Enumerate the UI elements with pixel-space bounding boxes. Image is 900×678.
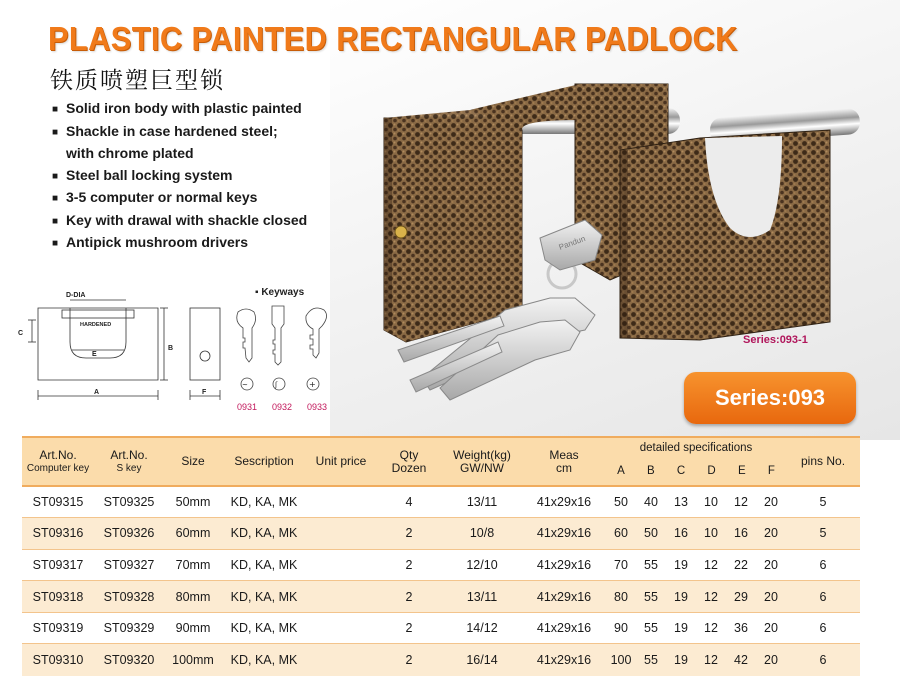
cell-a: 60	[606, 518, 636, 550]
cell-qty: 2	[376, 549, 442, 581]
cell-desc: KD, KA, MK	[222, 581, 306, 613]
table-row	[22, 486, 860, 518]
cell-d: 12	[696, 612, 726, 644]
cell-c: 19	[666, 644, 696, 676]
cell-d: 12	[696, 581, 726, 613]
cell-d: 12	[696, 549, 726, 581]
page-title: PLASTIC PAINTED RECTANGULAR PADLOCK	[48, 20, 738, 57]
cell-weight: 13/11	[442, 486, 522, 518]
page-subtitle: 铁质喷塑巨型锁	[50, 68, 225, 94]
feature-list	[52, 98, 307, 255]
cell-desc: KD, KA, MK	[222, 518, 306, 550]
cell-art-computer: ST09319	[22, 612, 94, 644]
feature-item: ■ Antipick mushroom drivers	[52, 232, 307, 255]
svg-text:F: F	[202, 389, 207, 396]
cell-unit-price	[306, 644, 376, 676]
cell-f: 20	[756, 612, 786, 644]
cell-meas: 41x29x16	[522, 518, 606, 550]
cell-b: 55	[636, 581, 666, 613]
cell-d: 12	[696, 644, 726, 676]
cell-c: 13	[666, 486, 696, 518]
svg-text:ʃ: ʃ	[275, 381, 278, 389]
svg-text:+: +	[309, 380, 316, 389]
cell-qty: 2	[376, 581, 442, 613]
cell-qty: 4	[376, 486, 442, 518]
cell-e: 36	[726, 612, 756, 644]
cell-meas: 41x29x16	[522, 549, 606, 581]
cell-unit-price	[306, 612, 376, 644]
cell-size: 50mm	[164, 486, 222, 518]
col-meas: Meas cm	[549, 447, 579, 475]
svg-text:HARDENED: HARDENED	[80, 322, 112, 328]
cell-weight: 10/8	[442, 518, 522, 550]
cell-unit-price	[306, 581, 376, 613]
col-unit-price: Unit price	[315, 454, 367, 468]
cell-desc: KD, KA, MK	[222, 612, 306, 644]
cell-desc: KD, KA, MK	[222, 644, 306, 676]
cell-b: 55	[636, 644, 666, 676]
cell-art-computer: ST09310	[22, 644, 94, 676]
keyways-title: ▪ Keyways	[255, 287, 305, 298]
cell-f: 20	[756, 581, 786, 613]
cell-pins: 6	[786, 581, 860, 613]
table-row	[22, 549, 860, 581]
cell-meas: 41x29x16	[522, 486, 606, 518]
bullet-icon: ■	[52, 170, 59, 182]
bullet-icon: ■	[52, 104, 59, 115]
cell-c: 19	[666, 549, 696, 581]
cell-art-computer: ST09315	[22, 486, 94, 518]
cell-a: 100	[606, 644, 636, 676]
svg-text:C: C	[18, 330, 24, 337]
cell-weight: 14/12	[442, 612, 522, 644]
cell-art-computer: ST09318	[22, 581, 94, 613]
keyway-code: 0931	[237, 402, 258, 412]
cell-b: 40	[636, 486, 666, 518]
svg-text:Pandun: Pandun	[557, 233, 587, 252]
table-row	[22, 644, 860, 676]
table-header-row	[22, 438, 860, 486]
cell-e: 22	[726, 549, 756, 581]
cell-pins: 6	[786, 612, 860, 644]
keyway-code: 0933	[307, 402, 328, 412]
cell-art-computer: ST09317	[22, 549, 94, 581]
svg-text:B: B	[168, 345, 174, 352]
cell-meas: 41x29x16	[522, 612, 606, 644]
cell-a: 90	[606, 612, 636, 644]
cell-c: 16	[666, 518, 696, 550]
table-row	[22, 518, 860, 550]
cell-size: 80mm	[164, 581, 222, 613]
cell-qty: 2	[376, 518, 442, 550]
spec-table	[22, 438, 860, 676]
cell-c: 19	[666, 581, 696, 613]
cell-meas: 41x29x16	[522, 644, 606, 676]
cell-art-s: ST09326	[94, 518, 164, 550]
cell-weight: 12/10	[442, 549, 522, 581]
cell-art-s: ST09328	[94, 581, 164, 613]
svg-text:D-DIA: D-DIA	[66, 292, 86, 299]
series-small-label: Series:093-1	[743, 334, 808, 346]
cell-b: 55	[636, 612, 666, 644]
col-art-computer: Art.No. Computer key	[26, 447, 90, 474]
cell-f: 20	[756, 549, 786, 581]
col-size: Size	[181, 454, 205, 468]
cell-d: 10	[696, 518, 726, 550]
col-weight: Weight(kg) GW/NW	[453, 447, 511, 475]
bullet-icon: ■	[52, 238, 59, 249]
cell-size: 100mm	[164, 644, 222, 676]
feature-item: ■ 3-5 computer or normal keys	[52, 187, 307, 210]
cell-unit-price	[306, 486, 376, 518]
cell-size: 90mm	[164, 612, 222, 644]
cell-pins: 5	[786, 486, 860, 518]
cell-desc: KD, KA, MK	[222, 549, 306, 581]
feature-item: with chrome plated	[66, 145, 194, 161]
bullet-icon: ■	[52, 126, 59, 138]
col-art-s: Art.No. S key	[110, 447, 148, 474]
padlock-product-photo	[370, 60, 870, 420]
spec-table-body	[22, 486, 860, 676]
spec-table-container	[22, 436, 860, 674]
keyway-code: 0932	[272, 402, 293, 412]
cell-weight: 13/11	[442, 581, 522, 613]
cell-f: 20	[756, 518, 786, 550]
cell-art-s: ST09329	[94, 612, 164, 644]
cell-art-s: ST09327	[94, 549, 164, 581]
feature-item: ■ Solid iron body with plastic painted	[52, 98, 307, 121]
cell-qty: 2	[376, 644, 442, 676]
table-row	[22, 612, 860, 644]
cell-b: 55	[636, 549, 666, 581]
cell-unit-price	[306, 549, 376, 581]
cell-desc: KD, KA, MK	[222, 486, 306, 518]
cell-meas: 41x29x16	[522, 581, 606, 613]
cell-f: 20	[756, 486, 786, 518]
cell-f: 20	[756, 644, 786, 676]
col-pins: pins No.	[801, 454, 846, 468]
cell-qty: 2	[376, 612, 442, 644]
bullet-icon: ■	[52, 193, 59, 204]
cell-e: 16	[726, 518, 756, 550]
table-row	[22, 581, 860, 613]
cell-pins: 5	[786, 518, 860, 550]
col-detailed-specs: detailed specifications A B C D E F	[617, 442, 775, 477]
cell-a: 70	[606, 549, 636, 581]
cell-weight: 16/14	[442, 644, 522, 676]
cell-e: 29	[726, 581, 756, 613]
svg-text:~: ~	[242, 381, 248, 389]
cell-e: 42	[726, 644, 756, 676]
cell-unit-price	[306, 518, 376, 550]
cell-size: 60mm	[164, 518, 222, 550]
feature-item: ■ Steel ball locking system	[52, 165, 307, 188]
cell-art-computer: ST09316	[22, 518, 94, 550]
cell-art-s: ST09325	[94, 486, 164, 518]
cell-d: 10	[696, 486, 726, 518]
dimension-diagram	[10, 280, 355, 420]
cell-a: 80	[606, 581, 636, 613]
cell-a: 50	[606, 486, 636, 518]
series-badge: Series:093	[684, 372, 856, 424]
svg-text:E: E	[92, 351, 97, 358]
cell-art-s: ST09320	[94, 644, 164, 676]
col-qty: Qty Dozen	[391, 447, 427, 475]
col-description: Sescription	[234, 454, 294, 468]
feature-item: ■ Key with drawal with shackle closed	[52, 210, 307, 233]
cell-b: 50	[636, 518, 666, 550]
svg-text:A: A	[94, 389, 100, 396]
cell-pins: 6	[786, 644, 860, 676]
feature-item: ■ Shackle in case hardened steel;	[52, 121, 307, 144]
cell-c: 19	[666, 612, 696, 644]
cell-e: 12	[726, 486, 756, 518]
bullet-icon: ■	[52, 215, 59, 227]
cell-pins: 6	[786, 549, 860, 581]
cell-size: 70mm	[164, 549, 222, 581]
